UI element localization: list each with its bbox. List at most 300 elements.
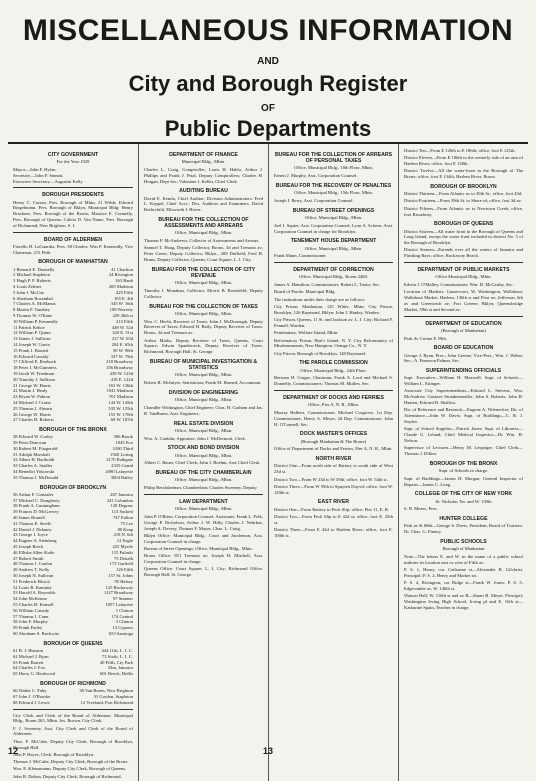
entry-name: 29 Peter Donovan xyxy=(13,440,47,446)
paragraph: Office of Department of Docks and Ferries, Pier A, N. R., Mhtn. xyxy=(274,446,393,452)
section-heading: HUNTER COLLEGE xyxy=(439,516,488,523)
entry-address: 1 Clinton xyxy=(115,607,133,613)
entry-name: 50 Joseph N. Sullivan xyxy=(13,573,54,579)
section-subheading: Municipal Bldg., Mhtn. xyxy=(181,159,226,165)
paragraph: Charles L. Craig, Comptroller; Louis H. Hahlo, Arthur J. Phillips and Frank J. Prial, Deputy Comptrollers; Charles H. Horgan, Dept Sec; Valentine J. Keller, Chief Clerk. xyxy=(144,167,263,184)
paragraph: District One—From Battery to Peck Slip; office, Pier 11, E. R. xyxy=(274,506,390,512)
section-subheading: Office, Municipal Bldg., Mhtn. xyxy=(174,397,233,403)
entry-name: 53 Harold A. Reynolds xyxy=(13,590,56,596)
entry-name: 16 Edward Cassidy xyxy=(13,353,49,359)
entry-address: 75 Dekalb xyxy=(113,555,133,561)
paragraph: District Sixteen—Extends over all the waters of Jamaica and Flushing Bays; office, Rockaway Beach. xyxy=(404,247,523,259)
section-heading: BOARD OF EDUCATION xyxy=(433,345,494,352)
list-item xyxy=(13,417,133,423)
paragraph: Thomas J. McCabe, Deputy City Clerk, Borough of the Bronx. xyxy=(13,759,129,765)
paragraph: Arthur Marks, Deputy Receiver of Taxes, Queens, Court Square; Edwin Spanbroeck, Deputy Receiver of Taxes, Richmond, Borough Hall, St. George. xyxy=(144,337,263,355)
entry-name: 67 John J. O'Rourke xyxy=(13,693,51,699)
text-line: Secretary—John F. Sinnott. xyxy=(13,172,64,178)
section-divider xyxy=(13,232,133,233)
entry-address: 24 Rivington xyxy=(108,272,133,278)
entry-name: 66 Walter C. Fahy xyxy=(13,688,47,694)
section-heading: SUPERINTENDING OFFICIALS xyxy=(425,368,502,375)
column-3 xyxy=(268,144,398,781)
entry-name: 33 Charles A. Stadler xyxy=(13,463,53,469)
paragraph: Location of Markets: Gansevoort, W. Washington, Wallabout, Wallabout Market, Harlem, 130th st and First av; Jefferson, 6th av and Greenwich av; Fort Greene, Bklyn; Queensbridge Market, 59th st and Second av. xyxy=(404,289,523,312)
section-heading: BOROUGH OF MANHATTAN xyxy=(38,259,108,266)
paragraph: John P. Hayes, Clerk, Borough of Brooklyn. xyxy=(13,751,95,757)
entry-address: 204 E. 65th xyxy=(111,341,133,347)
paragraph: Edwin J. O'Malley, Commissioner; Wm. D. McCarthy, Sec. xyxy=(404,282,514,288)
entry-address: 3100 Third xyxy=(112,445,133,451)
entry-address: 97 Sumner xyxy=(112,596,133,602)
entry-name: 43 George J. Joyce xyxy=(13,532,48,538)
section-subheading: Office, Pier A, N. R., Mhtn. xyxy=(307,402,360,408)
page-header xyxy=(0,0,536,142)
paragraph: Wm. A. Conklin, Appraiser; John J. McDermott, Clerk. xyxy=(144,435,246,441)
entry-name: 38 Frank A. Cunningham xyxy=(13,503,60,509)
section-subheading: For the Year 1929 xyxy=(56,159,90,165)
section-heading: DEPARTMENT OF CORRECTION xyxy=(293,267,374,274)
page-number-center: 13 xyxy=(262,746,274,756)
section-divider xyxy=(404,316,523,317)
entry-address: 215 Fifth xyxy=(116,318,133,324)
entry-name: 49 Andrew T. Kelly xyxy=(13,567,50,573)
entry-name: 46 Ellisha Allen Slotle xyxy=(13,549,55,555)
paragraph: P. S. 4, Rivington, cor Ridge st—Frank W. Jones; P. S. 5, Edgecombe av, W. 140th st. xyxy=(404,580,523,591)
entry-address: 345 W. 16th xyxy=(110,301,133,307)
entry-address: 337 W. 79th xyxy=(110,353,133,359)
entry-address: 126 Fifth xyxy=(116,567,133,573)
entry-name: 47 Robert Smith xyxy=(13,555,44,561)
section-heading: EAST RIVER xyxy=(317,499,350,506)
entry-name: 18 Peter J. McGuinness xyxy=(13,365,57,371)
entry-address: 267 Jamaica xyxy=(110,491,133,497)
section-divider xyxy=(274,262,393,263)
entry-address: 125 Rockaway xyxy=(105,584,133,590)
entry-name: 26 George W. Harris xyxy=(13,411,51,417)
section-subheading: Office, Municipal Bldg., Room 2460. xyxy=(298,274,369,280)
entry-address: 157 St. Johns xyxy=(108,573,133,579)
entry-address: 156 Broadway xyxy=(106,365,133,371)
paragraph: George J. Ryan, Pres.; John Greene, Vice-Pres.; Wm. J. Weber, Sec.; A. Emerson Palmer, Sec. xyxy=(404,352,523,364)
paragraph: Note—The letters E. and W. in the name of a public school indicate its location east or west of Fifth av. xyxy=(404,553,523,565)
entry-address: 1920 Loring xyxy=(110,451,133,457)
paragraph: F. J. Sweeney, Asst. City Clerk and Clerk of the Board of Aldermen. xyxy=(13,725,133,737)
paragraph: Philip Berolzheimer, Chamberlain; Charles Sweeney, Deputy. xyxy=(144,485,258,491)
paragraph: James A. Hamilton, Commissioner; Robert L. Tudor, Sec. xyxy=(274,282,381,288)
entry-name: 8 Martin F. Tanahey xyxy=(13,307,50,313)
entry-name: 11 Patrick Kehoe xyxy=(13,324,45,330)
section-heading: BOROUGH OF QUEENS xyxy=(433,221,494,228)
paragraph: Ernest J. Murphy, Asst. Corporation Counsel. xyxy=(274,173,358,179)
section-subheading: Office, Municipal Bldg., Mhtn. xyxy=(174,372,233,378)
paragraph: Joel J. Squier, Asst. Corporation Counsel; Lyon A. Sclaver, Asst. Corporation Counsel in charge for Brooklyn. xyxy=(274,222,393,234)
entry-address: 241 Columbia xyxy=(106,497,133,503)
section-heading: AUDITING BUREAU xyxy=(179,188,228,195)
paragraph: District Ten—From E 120th to E 186th; office, foot E 125th. xyxy=(404,148,516,153)
section-heading: BOARD OF ALDERMEN xyxy=(43,236,103,243)
paragraph: City Clerk and Clerk of the Board of Aldermen: Municipal Bldg., Room 265, Mhtn. Jos. Brown, City Clerk. xyxy=(13,712,133,724)
entry-name: 21 George W. Harris xyxy=(13,382,51,388)
text-line: Mayor—John F. Hylan. xyxy=(13,167,57,172)
paragraph: District Fifteen—From Atlantic av to Newtown Creek; office, foot Broadway. xyxy=(404,205,523,217)
entry-name: 41 Thomas E. Steele xyxy=(13,520,51,526)
section-heading: DEPARTMENT OF PUBLIC MARKETS xyxy=(417,267,510,274)
paragraph: City Prison, Queens, 11 St. and Jackson av, L. I. City; Richard F. Fennell, Warden. xyxy=(274,317,393,328)
paragraph: Wm. C. Hecht, Receiver of Taxes; John J. McDonough, Deputy Receiver of Taxes; Edward H. Baily, Deputy Receiver of Taxes, Bronx, 3d and Tremont av. xyxy=(144,318,263,336)
entry-address: 2170 Bathgate xyxy=(106,457,133,463)
paragraph: Park av & 68th—George S. Davis, President; Board of Trustees: Dr. Chas. G. Finney. xyxy=(404,523,523,535)
section-subheading: Office, Municipal Bldg., 15th Floor, Mhtn. xyxy=(294,190,373,196)
page-title: MISCELLANEOUS INFORMATION xyxy=(22,14,514,47)
paragraph: Penitentiary, Welfare Island, Mhtn. xyxy=(274,330,339,336)
entry-address: Elm, Jamaica xyxy=(108,665,133,671)
entry-address: 3004 Bailey xyxy=(110,474,133,480)
entry-name: 37 Michael C. Dougherty xyxy=(13,497,60,503)
paragraph: Joseph I. Berry, Asst. Corporation Counsel. xyxy=(274,198,354,203)
section-heading: BOROUGH OF QUEENS xyxy=(43,640,103,647)
section-subheading: Office, Municipal Bldg., Mhtn. xyxy=(174,506,233,512)
section-heading: NORTH RIVER xyxy=(315,456,352,463)
paragraph: S. B. Mezes, Pres. xyxy=(404,506,438,512)
entry-address: 439 W. 123d xyxy=(109,370,133,376)
page-footer xyxy=(8,742,528,756)
entry-address: 701 Madison xyxy=(108,394,133,400)
entry-name: 12 William F. Quinn xyxy=(13,330,51,336)
entry-name: 6 Abraham Rosenthal xyxy=(13,295,53,301)
entry-name: 65 Harry G. Healwood xyxy=(13,671,56,677)
entry-name: 15 Frank J. Barnett xyxy=(13,347,49,353)
section-heading: BUREAU OF MUNICIPAL INVESTIGATION & STATISTICS xyxy=(149,358,258,372)
entry-address: 449 W. 52d xyxy=(111,324,133,330)
section-subheading: Office, Municipal Bldg., 24th Floor. xyxy=(300,367,367,373)
paragraph: District Sixteen—All water front in the Borough of Queens and Long Island, except the water front included in district No. 5 of the Borough of Brooklyn. xyxy=(404,228,523,246)
entry-address: 217 W. 63d xyxy=(111,336,133,342)
paragraph: Queens Office: Court Square, L. I. City; Richmond Office: Borough Hall, St. George. xyxy=(144,566,263,578)
section-heading: DOCK MASTER'S OFFICES xyxy=(299,431,368,438)
paragraph: District Two—From W 23d to W 59th; office, foot W. 54th st. xyxy=(274,476,388,482)
entry-name: 31 Adolph Marshall xyxy=(13,451,50,457)
column-1 xyxy=(8,144,138,781)
paragraph: District Two—From Peck Slip to E 42d st; office, foot E. 25th st. xyxy=(274,513,393,525)
section-divider xyxy=(274,390,393,391)
paragraph: Wm. E. Kleinsmann, Deputy City Clerk, Borough of Queens. xyxy=(13,766,127,772)
section-heading: LAW DEPARTMENT xyxy=(179,498,228,505)
paragraph: Frank Mann, Commissioner. xyxy=(274,253,327,259)
entry-address: 2335 Grand xyxy=(111,463,133,469)
entry-address: 444 11th, L. I. C. xyxy=(101,648,133,653)
entry-address: 218 Broadway xyxy=(106,359,133,365)
section-heading: BOROUGH OF BROOKLYN xyxy=(430,183,497,190)
entry-name: 68 Edward J. Lewis xyxy=(13,699,50,705)
entry-address: 41 Charlton xyxy=(111,266,133,272)
columns-container xyxy=(8,142,528,779)
section-heading: DEPARTMENT OF EDUCATION xyxy=(425,320,502,327)
section-heading: DEPARTMENT OF DOCKS AND FERRIES xyxy=(283,395,384,402)
paragraph: P. S. 1, Henry, cor. Catharine st—Alexander B. Gilchrist, Principal; P. S. 2, Henry and Market sts. xyxy=(404,566,523,578)
list-item xyxy=(13,700,133,706)
entry-name: 32 Albert H. Bartholdi xyxy=(13,457,55,463)
section-subheading: (Borough of Manhattan) xyxy=(441,327,486,333)
paragraph: City Prison, Borough of Brooklyn, 148 Raymond. xyxy=(274,350,367,356)
paragraph: Board of Parole: Municipal Bldg. xyxy=(274,289,336,295)
section-divider xyxy=(404,262,523,263)
paragraph: Supervisor of Lectures—Henry M. Leipziger; Chief Clerk—Thomas J. Dillon. xyxy=(404,445,523,456)
section-divider xyxy=(144,494,263,495)
section-subheading: Supt. of Schools in charge. xyxy=(438,467,489,473)
list-item xyxy=(13,475,133,481)
entry-name: 7 Charles A. McManus xyxy=(13,301,56,307)
entry-name: 35 Thomas J. McDonald xyxy=(13,474,59,480)
entry-name: 27 Charles H. Roberts xyxy=(13,417,54,423)
entry-address: 285 Madison xyxy=(108,283,133,289)
paragraph: Associate City Superintendents—Edward L. Stevens, Wm. McAndrew, Gustave Straubenmuller, John S. Roberts, John H. Haaren, Edward B. Shallow. xyxy=(404,388,523,406)
section-subheading: (Borough Manhattan & The Bronx) xyxy=(300,438,367,444)
text-line: Executive Secretary—Augustin Kelly xyxy=(13,178,83,184)
section-heading: BUREAU FOR THE COLLECTION OF ARREARS OF PERSONAL TAXES xyxy=(274,152,393,165)
entry-address: 115 Pulaski xyxy=(111,549,133,555)
paragraph: Albert C. Bauer, Chief Clerk; John J. Boehm, Asst Chief Clerk. xyxy=(144,460,261,466)
entry-address: 1057 Lafayette xyxy=(105,602,133,608)
entry-address: 535 W. 155th xyxy=(108,405,133,411)
paragraph: Robert R. McIntyre, Statistician; Frank M. Harned, Accountant. xyxy=(144,380,262,386)
entry-name: 14 Joseph W. Gavin xyxy=(13,341,50,347)
entry-address: 653 Saratoga xyxy=(108,631,133,636)
entry-name: 1 Bernard E. Donnelly xyxy=(13,266,55,272)
entry-name: 40 James Brunell xyxy=(13,515,45,521)
paragraph: District One—From north side of Battery to south side of West 23d st. xyxy=(274,463,393,475)
paragraph: Watson Hall, W. 116th st and av B—Stuart B. Meyer, Principal; Washington Irving High School, Irving pl and E. 16th st—Katharine Spain, Teacher in charge. xyxy=(404,593,523,610)
entry-address: 174 Central xyxy=(111,613,133,619)
entry-address: 72 Sixth, L. I. C. xyxy=(102,653,133,659)
entry-address: 1941 Madison xyxy=(106,388,133,394)
entry-address: 1045 Fox xyxy=(115,440,133,446)
section-heading: BUREAU FOR THE COLLECTION OF ASSESSMENTS AND ARREARS xyxy=(158,216,249,230)
paragraph: David E. Kemlo, Chief Auditor; Division Administrators: Fred L. Keppel, Chief Acct.; Dvs. Auditors and Examiners, David Rothschild, Ellsworth J. Hover. xyxy=(144,195,263,213)
entry-name: 42 Daniel J. Delaney xyxy=(13,526,52,532)
entry-name: 4 Louis Zeltner xyxy=(13,283,42,289)
entry-address: 12 Eagle xyxy=(116,538,133,544)
list-item xyxy=(13,671,133,677)
entry-address: 218 N. 6th xyxy=(113,532,133,538)
entry-address: 173 Garfield xyxy=(109,561,133,567)
paragraph: Thos. F. McCabe, Deputy City Clerk, Borough of Brooklyn, Borough Hall. xyxy=(13,738,133,750)
entry-name: 13 James J. Sullivan xyxy=(13,336,51,342)
entry-name: 23 Bryan W. Fabron xyxy=(13,394,51,400)
paragraph: District Thirteen—From Atlantic av to 39th St.; office, foot 43d. xyxy=(404,191,523,197)
paragraph: Supt. Executive—William H. Maxwell; Supt. of Schools—William L. Ettinger. xyxy=(404,375,523,387)
entry-address: 75 Lee xyxy=(120,520,133,526)
entry-address: 50 W. 90th xyxy=(112,347,133,353)
section-divider xyxy=(13,187,133,188)
list-item xyxy=(13,631,133,637)
entry-name: 39 Francis D. McGarvey xyxy=(13,509,59,515)
paragraph: District Eleven—From E 186th to the westerly side of an arm of Harlem River; office, foot E 138th. xyxy=(404,155,523,167)
section-heading: CITY GOVERNMENT xyxy=(47,152,99,158)
paragraph: Chandler Withington, Chief Engineer; Chas. H. Graham and Jas. B. VanBuren, Asst. Engineers. xyxy=(144,404,263,416)
section-subheading: Office, Municipal Bldg., Mhtn. xyxy=(174,427,233,433)
paragraph: The institutions under their charge are as follows: xyxy=(274,296,366,302)
paragraph: District Twelve—All the water-front in the Borough of The Bronx; office, foot E 134th, Harlem River, Bronx. xyxy=(404,168,523,180)
entry-name: 25 Thomas J. Ahearn xyxy=(13,405,52,411)
section-heading: BOROUGH OF BROOKLYN xyxy=(39,484,107,491)
section-heading: TENEMENT HOUSE DEPARTMENT xyxy=(290,238,377,245)
paragraph: Bureau of Street Openings: Office, Municipal Bldg., Mhtn. xyxy=(144,545,253,551)
entry-name: 56 William Cassidy xyxy=(13,607,50,613)
entry-address: 68 W. 187th xyxy=(110,417,133,423)
entry-name: 64 Charles J. Fox xyxy=(13,665,46,671)
entry-name: 52 Louis B. Kamnitz xyxy=(13,584,52,590)
section-heading: BUREAU FOR THE COLLECTION OF CITY REVENUE xyxy=(151,266,256,280)
entry-name: 30 Robert M. Fitzgerald xyxy=(13,445,58,451)
entry-name: 61 B. J. Hurston xyxy=(13,648,43,653)
paragraph: Murray Hulbert, Commissioner; Michael Cosgrove, 1st Dep. Commissioner; Henry A. Meyer, 2d Dep. Commissioner; John H. O'Connell, Sec. xyxy=(274,410,393,427)
entry-address: 40 Fifth, Cty Park xyxy=(99,659,133,665)
paragraph: Supt. of School Supplies—Patrick Jones; Supt. of Libraries—Claude G. Leland; Chief Medical Inspector—Dr. Wm. H. Nelson. xyxy=(404,426,523,443)
entry-name: 3 Hugh P. F. Roberts xyxy=(13,278,51,284)
paragraph: Park Av Corner E 59th. xyxy=(404,335,447,341)
page-subtitle: City and Borough Register xyxy=(128,71,408,96)
paragraph: Bklyn Office: Municipal Bldg., Court and Joralemon, Asst. Corporation Counsel in charge. xyxy=(144,532,263,544)
section-subheading: Borough of Manhattan xyxy=(442,546,485,552)
section-subheading: Office, Municipal Bldg., Mhtn. xyxy=(174,477,233,483)
entry-name: 9 Thomas W. O'Kane xyxy=(13,312,53,318)
entry-address: 418 E. 122d xyxy=(110,376,133,382)
section-subheading: Office Municipal Bldg., Mhtn. xyxy=(435,274,492,280)
section-heading: STOCK AND BOND DIVISION xyxy=(167,445,240,452)
entry-address: 31 Gordon, Stapleton xyxy=(93,693,133,699)
entry-name: 48 Thomas J. Conlon xyxy=(13,561,53,567)
section-heading: COLLEGE OF THE CITY OF NEW YORK xyxy=(414,491,513,498)
entry-name: 54 John McKenna xyxy=(13,596,47,602)
entry-name: 20 Timothy J. Sullivan xyxy=(13,376,55,382)
entry-address: 108 Waverly xyxy=(109,307,133,313)
entry-address: 320 E. 51st xyxy=(112,330,133,336)
paragraph: Bronx Office: 851 Tremont av; Joseph H. Mitchell, Asst. Corporation Counsel in charge. xyxy=(144,553,263,565)
section-heading: DEPARTMENT OF FINANCE xyxy=(169,152,238,158)
entry-address: 120 Degraw xyxy=(110,503,133,509)
paragraph: Bertram H. Cruger, Chairman; Frank A. Lord and Michael S. Donnelly, Commissioners; Thomas M. Mullen, Sec. xyxy=(274,375,393,387)
entry-name: 28 Edward W. Curley xyxy=(13,434,53,440)
page-subtitle-2: Public Departments xyxy=(164,116,372,141)
paragraph: John R. Dalton, Deputy City Clerk, Borough of Richmond. xyxy=(13,773,122,779)
entry-address: 601 Beech, Hollis xyxy=(99,671,133,677)
entry-address: 425 Fifth xyxy=(116,289,133,295)
column-4 xyxy=(398,144,528,781)
section-subheading: Office, Municipal Bldg., Mhtn. xyxy=(174,280,233,286)
subtitle-preposition: OF xyxy=(261,103,275,114)
entry-address: 1127 Broadway xyxy=(103,590,133,596)
title-conjunction: AND xyxy=(257,56,279,67)
section-heading: BUREAU FOR THE RECOVERY OF PENALTIES xyxy=(275,183,392,189)
section-heading: BUREAU FOR THE COLLECTION OF TAXES xyxy=(149,303,258,310)
entry-address: 95 Halsey xyxy=(114,578,133,584)
entry-address: 3 Clinton xyxy=(115,619,133,625)
entry-address: 12 Vreeland, Port Richmond xyxy=(80,699,133,705)
entry-address: 229 26th st xyxy=(112,312,133,318)
section-subheading: St. Nicholas Ter. and W. 139th xyxy=(435,498,492,504)
section-heading: PUBLIC SCHOOLS xyxy=(440,538,487,545)
section-heading: BUREAU OF THE CITY CHAMBERLAIN xyxy=(155,470,252,477)
entry-name: 62 Michael J. Ryan xyxy=(13,653,49,659)
section-subheading: Office, Municipal Bldg., Mhtn. xyxy=(174,310,233,316)
paragraph: District Fourteen—From 39th St. to Shore rd; office, foot 3d av. xyxy=(404,198,522,204)
section-heading: BOROUGH OF RICHMOND xyxy=(40,680,106,687)
entry-address: 155 W. 170th xyxy=(108,411,133,417)
entry-address: 13 Cypress xyxy=(112,625,133,631)
entry-address: 163 Bank xyxy=(115,278,133,284)
entry-address: 144 W. 145th xyxy=(108,399,133,405)
paragraph: Thomas F. McAndrews, Collector of Assessments and Arrears. xyxy=(144,238,260,244)
entry-name: 10 William P. Kenneally xyxy=(13,318,58,324)
entry-name: 44 Eugene A. Steinberg xyxy=(13,538,57,544)
entry-address: 163 W. 136th xyxy=(108,382,133,388)
section-subheading: Office, Municipal Bldg., 10th Floor, Mhtn. xyxy=(294,165,373,171)
paragraph: Reformatory Prison, Hart's Island; N. Y. City Reformatory of Misdemeanants, New Hampton, Orange Co., N. Y. xyxy=(274,337,393,349)
section-subheading: Office, Municipal Bldg., Mhtn. xyxy=(174,452,233,458)
entry-name: 22 Martin J. Healy xyxy=(13,388,48,394)
paragraph: Henry C. Curran, Pres. Borough of Mhtn, 21 Wilsh; Edward Riegelmann, Pres. Borough of Bklyn, Municipal Bldg; Henry Bruckner, Pres. Borough of the Bronx; Maurice E. Connolly, Pres. Borough of Queens; Calvin D. Van Name, Pres. Borough of Richmond, New Brighton, S. I. xyxy=(13,199,133,228)
paragraph: City Prison, Manhattan, 125 White, Mhtn; City Prison, Brooklyn, 126 Raymond, Bklyn; John J. Hanley, Warden. xyxy=(274,304,393,315)
entry-address: 396 Brook xyxy=(113,434,133,440)
paragraph: Timothy J. Monahan, Collector; Morris B. Rosenfeld, Deputy Collector. xyxy=(144,288,263,299)
entry-address: 113 Sackett xyxy=(111,509,133,515)
section-heading: THE PAROLE COMMISSION xyxy=(299,360,368,367)
section-subheading: Office, Municipal Bldg., Mhtn. xyxy=(304,245,363,251)
paragraph: District Three—From W 59th to Spuyten Duyvil; office, foot W. 129th st. xyxy=(274,483,393,495)
entry-name: 51 Frederick Hirsch xyxy=(13,578,50,584)
entry-address: 2090 Lafayette xyxy=(105,469,133,475)
paragraph: John P. O'Brien, Corporation Counsel; Assistants: Frank L. Polk, George P. Nicholson, Arthur J. W. Hilly, Charles J. Nehrbas, Joseph A. Devery, Thomas F. Mayer, Chas. L. Craig. xyxy=(144,513,263,531)
entry-name: 58 John F. Murphy xyxy=(13,619,48,625)
entry-name: 36 Arthur F. Gonzales xyxy=(13,491,54,497)
entry-name: 5 John J. McCue xyxy=(13,289,44,295)
paragraph: Samuel T. Hoag, Deputy Collector, Bronx, 3d and Tremont av; Peter Green, Deputy Collector, Bklyn., 209 Duffield; Fred H. Bruns, Deputy Collector, Queens, Court Square, L. I. City. xyxy=(144,245,263,263)
page-number-left: 12 xyxy=(8,746,19,756)
entry-address: 165 E. 4th xyxy=(113,295,133,301)
column-2 xyxy=(138,144,268,781)
entry-name: 19 Jacob W. Friedman xyxy=(13,370,55,376)
section-heading: DIVISION OF ENGINEERING xyxy=(168,389,239,396)
entry-name: 17 Clifford E. Roebuck xyxy=(13,359,57,365)
entry-name: 55 Charles H. Kensell xyxy=(13,602,54,608)
entry-name: 57 Thomas J. Cann xyxy=(13,613,49,619)
paragraph: Fiorello H. LaGuardia, Pres. 38 Charles; Wm P. Kenneally, Vice Chairman, 215 Fifth xyxy=(13,243,133,255)
entry-name: 24 Michael J. Cruise xyxy=(13,399,52,405)
section-heading: BOROUGH OF THE BRONX xyxy=(429,460,498,467)
paragraph: Dir. of Reference and Research—Eugene A. Nifenecker; Dir. of Attendance—John W. Davis; Supt. of Buildings—C. B. J. Snyder. xyxy=(404,407,523,424)
entry-address: 747 Fulton xyxy=(112,515,133,521)
entry-address: 80 Keap xyxy=(117,526,133,532)
entry-name: 59 Frank Farley xyxy=(13,625,43,631)
entry-address: 225 Myrtle xyxy=(112,544,133,550)
entry-name: 60 Abraham S. Buckwitz xyxy=(13,631,60,636)
entry-name: 34 Benedict Yokowski xyxy=(13,469,55,475)
section-subheading: Office, Municipal Bldg., Mhtn. xyxy=(304,215,363,220)
paragraph: District Three—From E 42d to Harlem River; office, foot E. 100th st. xyxy=(274,527,393,538)
section-heading: BOROUGH OF THE BRONX xyxy=(39,427,107,434)
entry-name: 2 Michael Stapleton xyxy=(13,272,50,278)
section-heading: BUREAU OF STREET OPENINGS xyxy=(292,207,375,214)
entry-address: 38 Van Buren, New Brighton xyxy=(79,688,133,694)
section-subheading: Office, Municipal Bldg., Mhtn. xyxy=(174,230,233,236)
section-heading: BOROUGH PRESIDENTS xyxy=(42,192,104,199)
section-divider xyxy=(13,709,133,710)
paragraph: Supt. of Buildings—James H. Morgan; General Inspector of Repairs—James C. Long. xyxy=(404,475,523,487)
entry-name: 45 Joseph Reich xyxy=(13,544,44,550)
entry-name: 63 Frank Barrett xyxy=(13,659,44,665)
section-heading: REAL ESTATE DIVISION xyxy=(173,420,234,427)
